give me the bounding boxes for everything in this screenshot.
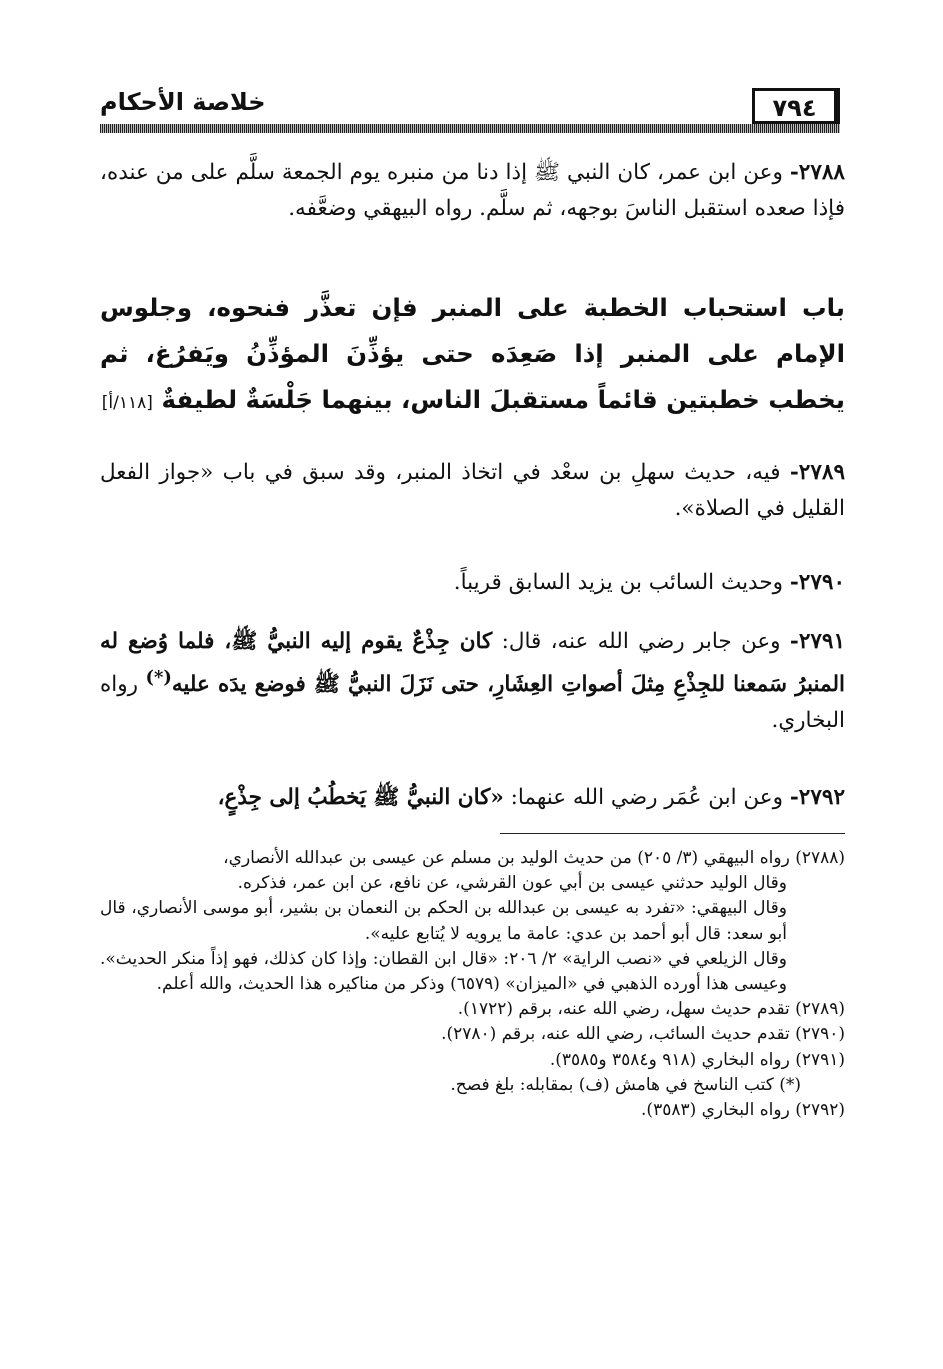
- hadith-text-intro: وعن جابر رضي الله عنه، قال:: [492, 629, 781, 654]
- running-header: [100, 88, 840, 134]
- hadith-number: ٢٧٨٩-: [789, 460, 845, 485]
- footnote-line: (٢٧٨٨) رواه البيهقي (٣/ ٢٠٥) من حديث الوليد بن مسلم عن عيسى بن عبدالله الأنصاري،: [223, 848, 845, 868]
- hadith-2790: [100, 565, 845, 601]
- footnote-line: (٢٧٩٠) تقدم حديث السائب، رضي الله عنه، برقم (٢٧٨٠).: [441, 1024, 845, 1045]
- hadith-2789: [100, 455, 845, 527]
- hadith-number: ٢٧٩٠-: [789, 570, 845, 595]
- footnote-line: (*) كتب الناسخ في هامش (ف) بمقابله: بلغ فصح.: [450, 1074, 801, 1095]
- header-rule: [100, 124, 840, 133]
- chapter-title: باب استحباب الخطبة على المنبر فإن تعذَّر فنحوه، وجلوس الإمام على المنبر إذا صَعِدَه حتى يؤذِّنَ المؤذِّنُ ويَفرُغ، ثم يخطب خطبتين قائماً مستقبلَ الناس، بينهما جَلْسَةٌ لطيفةٌ: [100, 293, 845, 414]
- footnote-line: وقال الزيلعي في «نصب الراية» ٢/ ٢٠٦: «قال ابن القطان: وإذا كان كذلك، فهو إذاً منكر الحديث». وعيسى هذا أورده الذهبي في «الميزان» (٦٥٧٩) وذكر من مناكيره هذا الحديث، والله أعلم.: [100, 948, 787, 995]
- hadith-2792: [100, 780, 845, 816]
- hadith-text: وعن ابن عمر، كان النبي ﷺ إذا دنا من منبره يوم الجمعة سلَّم على من عنده، فإذا صعده استقبل الناسَ بوجهه، ثم سلَّم. رواه البيهقي وضعَّفه.: [100, 160, 845, 221]
- footnote-line: وقال الوليد حدثني عيسى بن أبي عون القرشي، عن نافع، عن ابن عمر، فذكره.: [237, 873, 787, 894]
- hadith-text: وحديث السائب بن يزيد السابق قريباً.: [453, 570, 784, 595]
- footnotes: [100, 846, 845, 1123]
- hadith-number: ٢٧٨٨-: [789, 160, 845, 185]
- footnote-line: وقال البيهقي: «تفرد به عيسى بن عبدالله بن الحكم بن النعمان بن بشير، أبو موسى الأنصاري، قال أبو سعد: قال أبو أحمد بن عدي: عامة ما يرويه لا يُتابع عليه».: [100, 898, 787, 944]
- hadith-quote: «كان النبيُّ ﷺ يَخطُبُ إلى جِذْعٍ،: [217, 785, 504, 810]
- hadith-source: رواه البخاري.: [100, 672, 845, 734]
- footnote-marker: (*): [145, 667, 172, 688]
- hadith-2791: [100, 624, 845, 739]
- hadith-2788: [100, 155, 845, 227]
- page-number: ٧٩٤: [752, 88, 840, 124]
- footnote-line: (٢٧٨٩) تقدم حديث سهل، رضي الله عنه، برقم (١٧٢٢).: [457, 999, 845, 1020]
- hadith-text: فيه، حديث سهلِ بن سعْد في اتخاذ المنبر، وقد سبق في باب «جواز الفعل القليل في الصلاة».: [100, 460, 845, 521]
- chapter-heading: [100, 285, 845, 426]
- hadith-quote: كان جِذْعٌ يقوم إليه النبيُّ ﷺ، فلما وُضع له المنبرُ سَمعنا للجِذْعِ مِثلَ أصواتِ العِشَارِ، حتى نَزَلَ النبيُّ ﷺ فوضع يدَه عليه: [100, 629, 845, 698]
- hadith-number: ٢٧٩٢-: [789, 785, 845, 810]
- footnote-separator: [500, 833, 845, 834]
- manuscript-ref: [١١٨/أ]: [101, 393, 153, 413]
- footnote-line: (٢٧٩١) رواه البخاري (٩١٨ و٣٥٨٤ و٣٥٨٥).: [549, 1049, 845, 1070]
- footnote-line: (٢٧٩٢) رواه البخاري (٣٥٨٣).: [641, 1100, 845, 1121]
- hadith-text-intro: وعن ابن عُمَر رضي الله عنهما:: [503, 785, 784, 810]
- book-title: خلاصة الأحكام: [100, 88, 266, 116]
- hadith-number: ٢٧٩١-: [789, 629, 846, 654]
